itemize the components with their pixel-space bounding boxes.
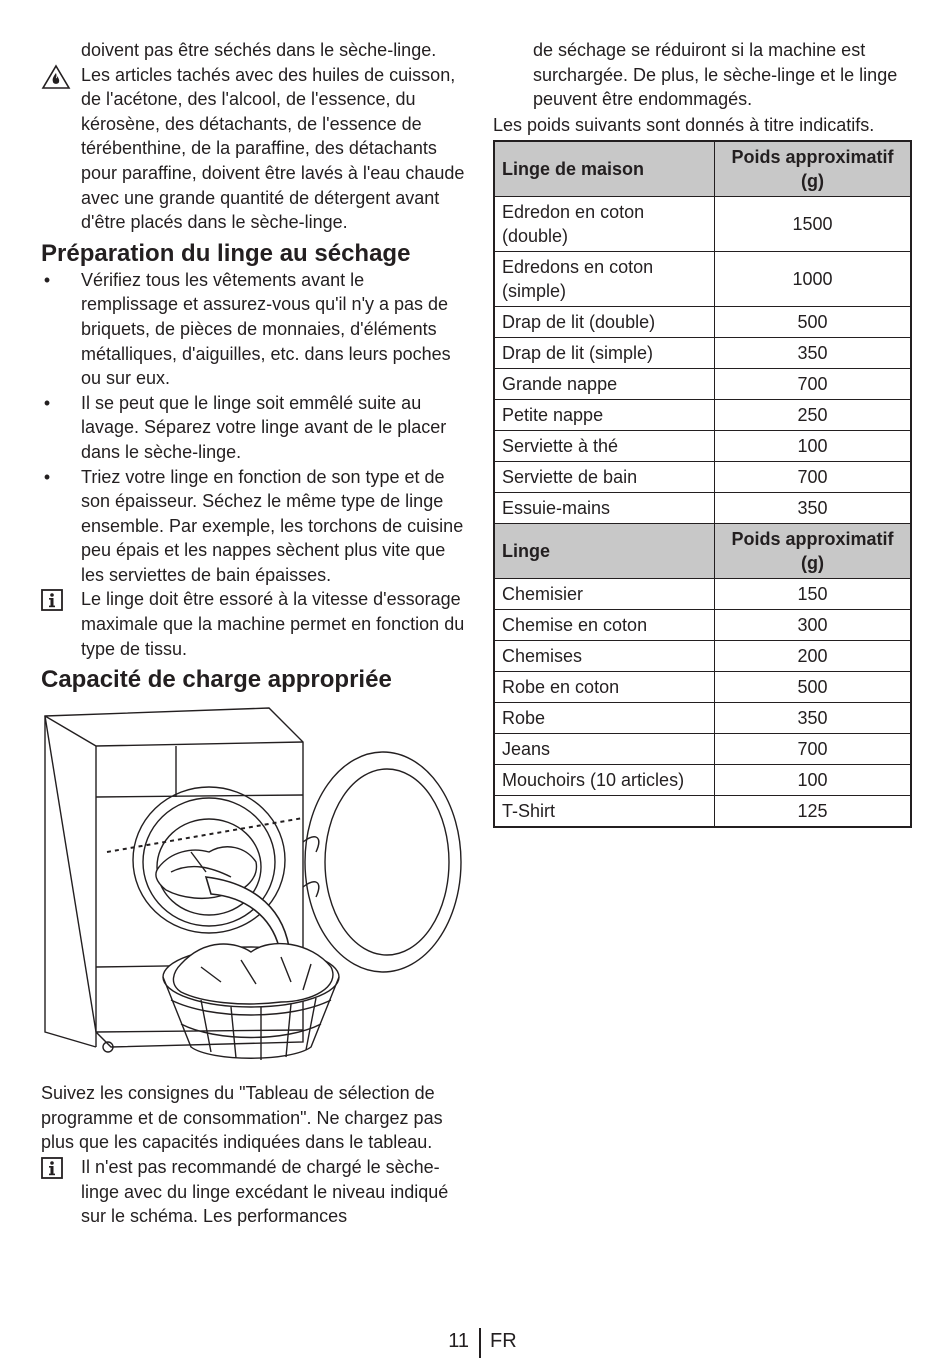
bullet-text: Triez votre linge en fonction de son type et de son épaisseur. Séchez le même type de linge ensemble. Par exemple, les torchons de cuisine peu épais et les nappes sèchent plus vite que les serviettes de bain épaisses. — [81, 466, 464, 585]
item-name-cell: Essuie-mains — [494, 493, 715, 524]
bullet-symbol: • — [43, 269, 51, 290]
item-name-cell: Drap de lit (double) — [494, 307, 715, 338]
info-icon — [41, 589, 63, 611]
weight-cell: 1500 — [715, 197, 911, 252]
table-row — [494, 307, 911, 338]
indicative-weights-note: Les poids suivants sont donnés à titre indicatifs. — [493, 114, 875, 135]
weight-cell: 125 — [715, 796, 911, 828]
item-name-cell: Jeans — [494, 734, 715, 765]
table-header-row — [494, 141, 911, 197]
table-row — [494, 400, 911, 431]
dryer-loading-illustration — [41, 702, 466, 1077]
column-header-item: Linge de maison — [494, 141, 715, 197]
weight-cell: 500 — [715, 307, 911, 338]
info-icon — [41, 1157, 63, 1179]
weight-cell: 250 — [715, 400, 911, 431]
table-row — [494, 672, 911, 703]
item-name-cell: Robe — [494, 703, 715, 734]
note-spin-text: Le linge doit être essoré à la vitesse d'essorage maximale que la machine permet en fonction du type de tissu. — [81, 589, 465, 659]
bullet-symbol: • — [43, 392, 51, 413]
item-name-cell: Serviette à thé — [494, 431, 715, 462]
table-row — [494, 462, 911, 493]
heading-capacity: Capacité de charge appropriée — [41, 666, 392, 694]
weight-cell: 1000 — [715, 252, 911, 307]
weight-cell: 350 — [715, 703, 911, 734]
follow-instructions: Suivez les consignes du "Tableau de sélection de programme et de consommation". Ne chargez pas plus que les capacités indiquées dans le tableau. — [41, 1083, 443, 1153]
item-name-cell: Grande nappe — [494, 369, 715, 400]
bullet-item — [41, 268, 466, 391]
warning-text: Les articles tachés avec des huiles de cuisson, de l'acétone, des l'alcool, de l'essence, du kérosène, des détachants, de l'essence de térébenthine, de la paraffine, des détachants pour paraffine, doivent être lavés à l'eau chaude avec une grande quantité de détergent avant d'être placés dans le sèche-linge. — [81, 64, 465, 233]
item-name-cell: Drap de lit (simple) — [494, 338, 715, 369]
page-number: 11 — [448, 1330, 469, 1352]
table-row — [494, 579, 911, 610]
item-name-cell: Serviette de bain — [494, 462, 715, 493]
weight-cell: 300 — [715, 610, 911, 641]
clothing-section — [494, 524, 911, 828]
bullet-text: Vérifiez tous les vêtements avant le remplissage et assurez-vous qu'il n'y a pas de briquets, de pièces de monnaies, d'éléments métalliques, d'aiguilles, etc. dans leurs poches ou sur eux. — [81, 269, 451, 389]
column-header-weight: Poids approximatif (g) — [715, 141, 911, 197]
item-name-cell: T-Shirt — [494, 796, 715, 828]
bullet-text: Il se peut que le linge soit emmêlé suite au lavage. Séparez votre linge avant de le placer dans le sèche-linge. — [81, 392, 447, 462]
item-name-cell: Chemisier — [494, 579, 715, 610]
bullet-symbol: • — [43, 466, 51, 487]
table-row — [494, 734, 911, 765]
weight-cell: 700 — [715, 462, 911, 493]
household-section — [494, 141, 911, 524]
item-name-cell: Chemises — [494, 641, 715, 672]
column-header-item: Linge — [494, 524, 715, 579]
weight-cell: 150 — [715, 579, 911, 610]
table-row — [494, 197, 911, 252]
column-header-weight: Poids approximatif (g) — [715, 524, 911, 579]
weight-cell: 350 — [715, 493, 911, 524]
laundry-weights-table — [493, 140, 912, 828]
bullet-item — [41, 391, 466, 465]
weight-cell: 500 — [715, 672, 911, 703]
note-spin — [41, 587, 466, 661]
table-row — [494, 252, 911, 307]
item-name-cell: Mouchoirs (10 articles) — [494, 765, 715, 796]
weight-cell: 700 — [715, 734, 911, 765]
heading-preparation: Préparation du linge au séchage — [41, 239, 411, 267]
table-row — [494, 431, 911, 462]
right-column — [493, 38, 913, 828]
table-row — [494, 796, 911, 828]
table-header-row — [494, 524, 911, 579]
weight-cell: 100 — [715, 765, 911, 796]
table-row — [494, 493, 911, 524]
note-overload-text: Il n'est pas recommandé de chargé le sèche-linge avec du linge excédant le niveau indiqué sur le schéma. Les performances — [81, 1157, 449, 1227]
weight-cell: 350 — [715, 338, 911, 369]
left-column — [41, 38, 466, 1229]
item-name-cell: Chemise en coton — [494, 610, 715, 641]
weight-cell: 200 — [715, 641, 911, 672]
warning-note — [41, 63, 466, 235]
language-code: FR — [490, 1330, 517, 1352]
intro-continuation: doivent pas être séchés dans le sèche-linge. — [81, 40, 437, 60]
table-row — [494, 765, 911, 796]
item-name-cell: Edredons en coton (simple) — [494, 252, 715, 307]
table-row — [494, 610, 911, 641]
note-overload — [41, 1155, 466, 1229]
item-name-cell: Petite nappe — [494, 400, 715, 431]
table-row — [494, 641, 911, 672]
weight-cell: 700 — [715, 369, 911, 400]
item-name-cell: Edredon en coton (double) — [494, 197, 715, 252]
table-row — [494, 703, 911, 734]
weight-cell: 100 — [715, 431, 911, 462]
bullet-item — [41, 465, 466, 588]
item-name-cell: Robe en coton — [494, 672, 715, 703]
fire-warning-icon — [41, 64, 71, 90]
footer-divider — [479, 1328, 481, 1358]
overload-continuation: de séchage se réduiront si la machine est surchargée. De plus, le sèche-linge et le linge peuvent être endommagés. — [533, 40, 898, 110]
table-row — [494, 369, 911, 400]
table-row — [494, 338, 911, 369]
